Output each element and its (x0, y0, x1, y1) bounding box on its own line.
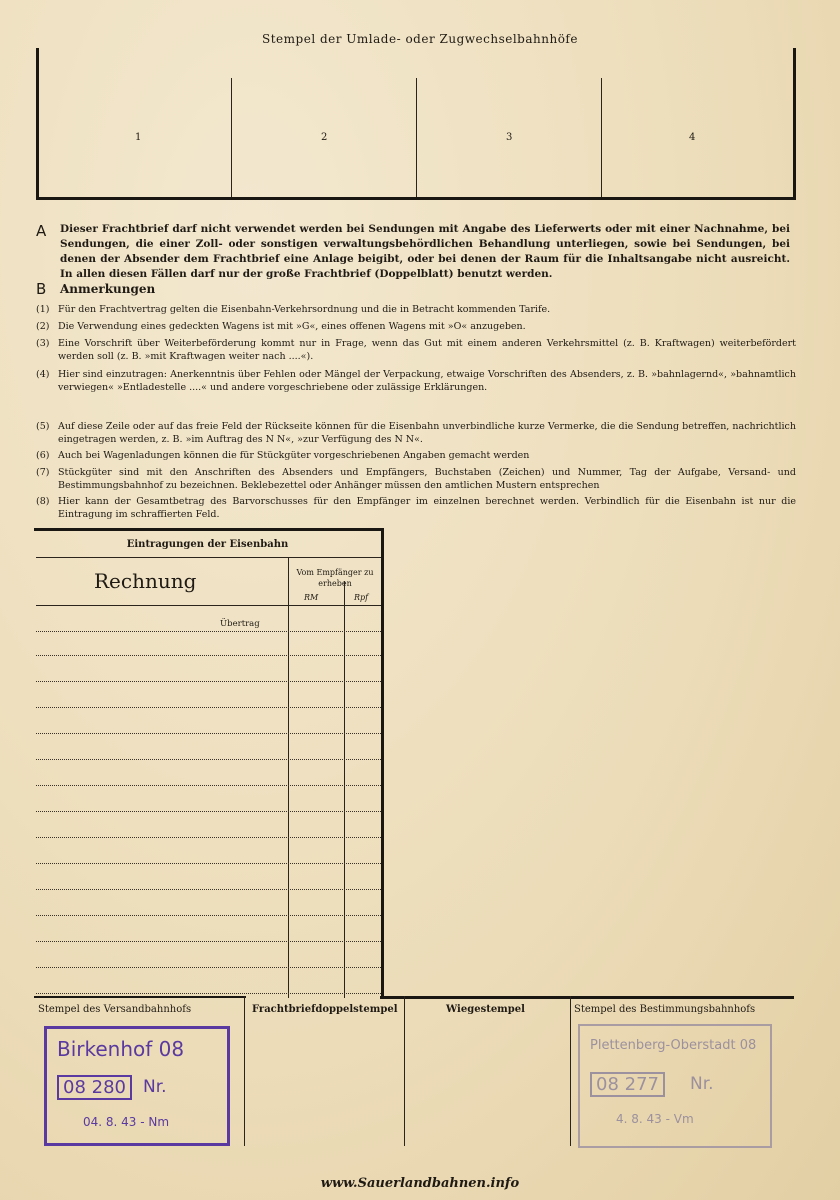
note-item (36, 321, 796, 334)
note-number: (7) (36, 467, 50, 478)
ledger-row[interactable] (36, 681, 381, 682)
note-item (36, 421, 796, 446)
stamp-date: 4. 8. 43 - Vm (616, 1112, 694, 1126)
note-text: Hier kann der Gesamtbetrag des Barvorschusses für den Empfänger im einzelnen berechnet werden. Verbindlich für die Eisenbahn ist nur die Eintragung im schraffierten Feld. (58, 496, 796, 520)
band-top-rule (380, 996, 794, 999)
note-item (36, 338, 796, 363)
note-item (36, 467, 796, 492)
ledger-row[interactable] (36, 759, 381, 760)
note-item (36, 450, 796, 463)
note-number: (6) (36, 450, 50, 461)
note-text: Hier sind einzutragen: Anerkenntnis über Fehlen oder Mängel der Verpackung, etwaige Vorschriften des Absenders, z. B. »bahnlagernd«, »bahnamtlich verwiegen« »Entladestelle ....« und andere vorgeschriebene oder zulässige Erklärungen. (58, 369, 796, 393)
ledger-row[interactable] (36, 993, 381, 994)
ledger-row[interactable] (36, 631, 381, 632)
band-divider (404, 996, 405, 1146)
wiege-stamp-label: Wiegestempel (446, 1004, 525, 1015)
note-item (36, 304, 796, 317)
stamp-station-name: Birkenhof 08 (57, 1037, 185, 1061)
note-text: Eine Vorschrift über Weiterbeförderung kommt nur in Frage, wenn das Gut mit einem anderen Verkehrsmittel (z. B. Kraftwagen) weiterbefördert werden soll (z. B. »mit Kraftwagen weiter nach ....«). (58, 338, 796, 362)
versand-stamp-label: Stempel des Versandbahnhofs (38, 1004, 192, 1015)
ledger-row[interactable] (36, 863, 381, 864)
stamp-column-number: 4 (689, 132, 696, 143)
stamp-number: 08 277 (590, 1072, 665, 1097)
ledger-heading: Eintragungen der Eisenbahn (126, 539, 289, 550)
note-text: Auch bei Wagenladungen können die für Stückgüter vorgeschriebenen Angaben gemacht werden (58, 450, 530, 461)
ledger-row[interactable] (36, 733, 381, 734)
ledger-row[interactable] (36, 837, 381, 838)
stamp-number: 08 280 (57, 1075, 132, 1100)
ledger-column-divider (344, 581, 345, 998)
stamp-date: 04. 8. 43 - Nm (83, 1115, 170, 1129)
currency-rpf-label: Rpf (354, 593, 369, 602)
stamp-column-divider (416, 78, 417, 197)
stamp-column-number: 1 (135, 132, 142, 143)
stamp-column-number: 3 (506, 132, 513, 143)
ledger-row[interactable] (36, 655, 381, 656)
uebertrag-label: Übertrag (220, 619, 260, 629)
note-number: (4) (36, 369, 50, 380)
note-item (36, 496, 796, 521)
band-divider (570, 996, 571, 1146)
ledger-row[interactable] (36, 889, 381, 890)
stamp-station-name: Plettenberg-Oberstadt 08 (590, 1038, 757, 1053)
bestimmung-stamp-label: Stempel des Bestimmungsbahnhofs (574, 1004, 756, 1015)
stamp-column-divider (231, 78, 232, 197)
stamp-nr-label: Nr. (690, 1074, 714, 1094)
note-text: Auf diese Zeile oder auf das freie Feld der Rückseite können für die Eisenbahn unverbindliche kurze Vermerke, die die Sendung betreffen, nachrichtlich eingetragen werden, z. B. »im Auftrag des N N«, »zur Verfügung des N N«. (58, 421, 796, 445)
note-text: Stückgüter sind mit den Anschriften des Absenders und Empfängers, Buchstaben (Zeichen) und Nummer, Tag der Aufgabe, Versand- und Bestimmungsbahnhof zu bezeichnen. Beklebezettel oder Anhänger müssen den amtlichen Mustern entsprechen (58, 467, 796, 491)
band-divider (244, 996, 245, 1146)
ledger-row[interactable] (36, 811, 381, 812)
doppel-stamp-label: Frachtbriefdoppelstempel (252, 1004, 398, 1015)
section-a-text: Dieser Frachtbrief darf nicht verwendet werden bei Sendungen mit Angabe des Lieferwerts oder mit einer Nachnahme, bei Sendungen, die einer Zoll- oder sonstigen verwaltungsbehördlichen Behandlung unterliegen, sowie bei Sendungen, bei denen der Absender dem Frachtbrief eine Anlage beigibt, oder bei denen der Raum für die Inhaltsangabe nicht ausreicht. In allen diesen Fällen darf nur der große Frachtbrief (Doppelblatt) benutzt werden. (60, 223, 790, 280)
ledger-box (34, 528, 384, 998)
band-top-rule (34, 996, 246, 998)
note-text: Für den Frachtvertrag gelten die Eisenbahn-Verkehrsordnung und die in Betracht kommenden Tarife. (58, 304, 551, 315)
note-number: (2) (36, 321, 50, 332)
stamp-nr-label: Nr. (143, 1077, 167, 1097)
section-a-letter: A (36, 222, 47, 240)
currency-rm-label: RM (304, 593, 319, 602)
ledger-row[interactable] (36, 785, 381, 786)
rechnung-label: Rechnung (94, 569, 197, 593)
ledger-column-divider (288, 557, 289, 998)
ledger-row[interactable] (36, 967, 381, 968)
note-number: (1) (36, 304, 50, 315)
stamp-column-divider (601, 78, 602, 197)
umlade-stamp-box (36, 48, 796, 200)
stamp-column-number: 2 (321, 132, 328, 143)
versand-station-stamp (44, 1026, 230, 1146)
section-b-title: Anmerkungen (60, 282, 156, 296)
ledger-row[interactable] (36, 915, 381, 916)
ledger-header-rule (36, 605, 381, 606)
vom-empfaenger-label: Vom Empfänger zu erheben (296, 568, 374, 588)
bestimmung-station-stamp (578, 1024, 772, 1148)
section-b-letter: B (36, 280, 47, 298)
note-number: (3) (36, 338, 50, 349)
ledger-header-rule (36, 557, 381, 558)
note-number: (8) (36, 496, 50, 507)
website-watermark: www.Sauerlandbahnen.info (320, 1176, 520, 1191)
note-number: (5) (36, 421, 50, 432)
note-text: Die Verwendung eines gedeckten Wagens ist mit »G«, eines offenen Wagens mit »O« anzugeben. (58, 321, 526, 332)
ledger-row[interactable] (36, 941, 381, 942)
ledger-row[interactable] (36, 707, 381, 708)
umlade-stamp-title: Stempel der Umlade- oder Zugwechselbahnhöfe (262, 32, 578, 46)
note-item (36, 369, 796, 394)
